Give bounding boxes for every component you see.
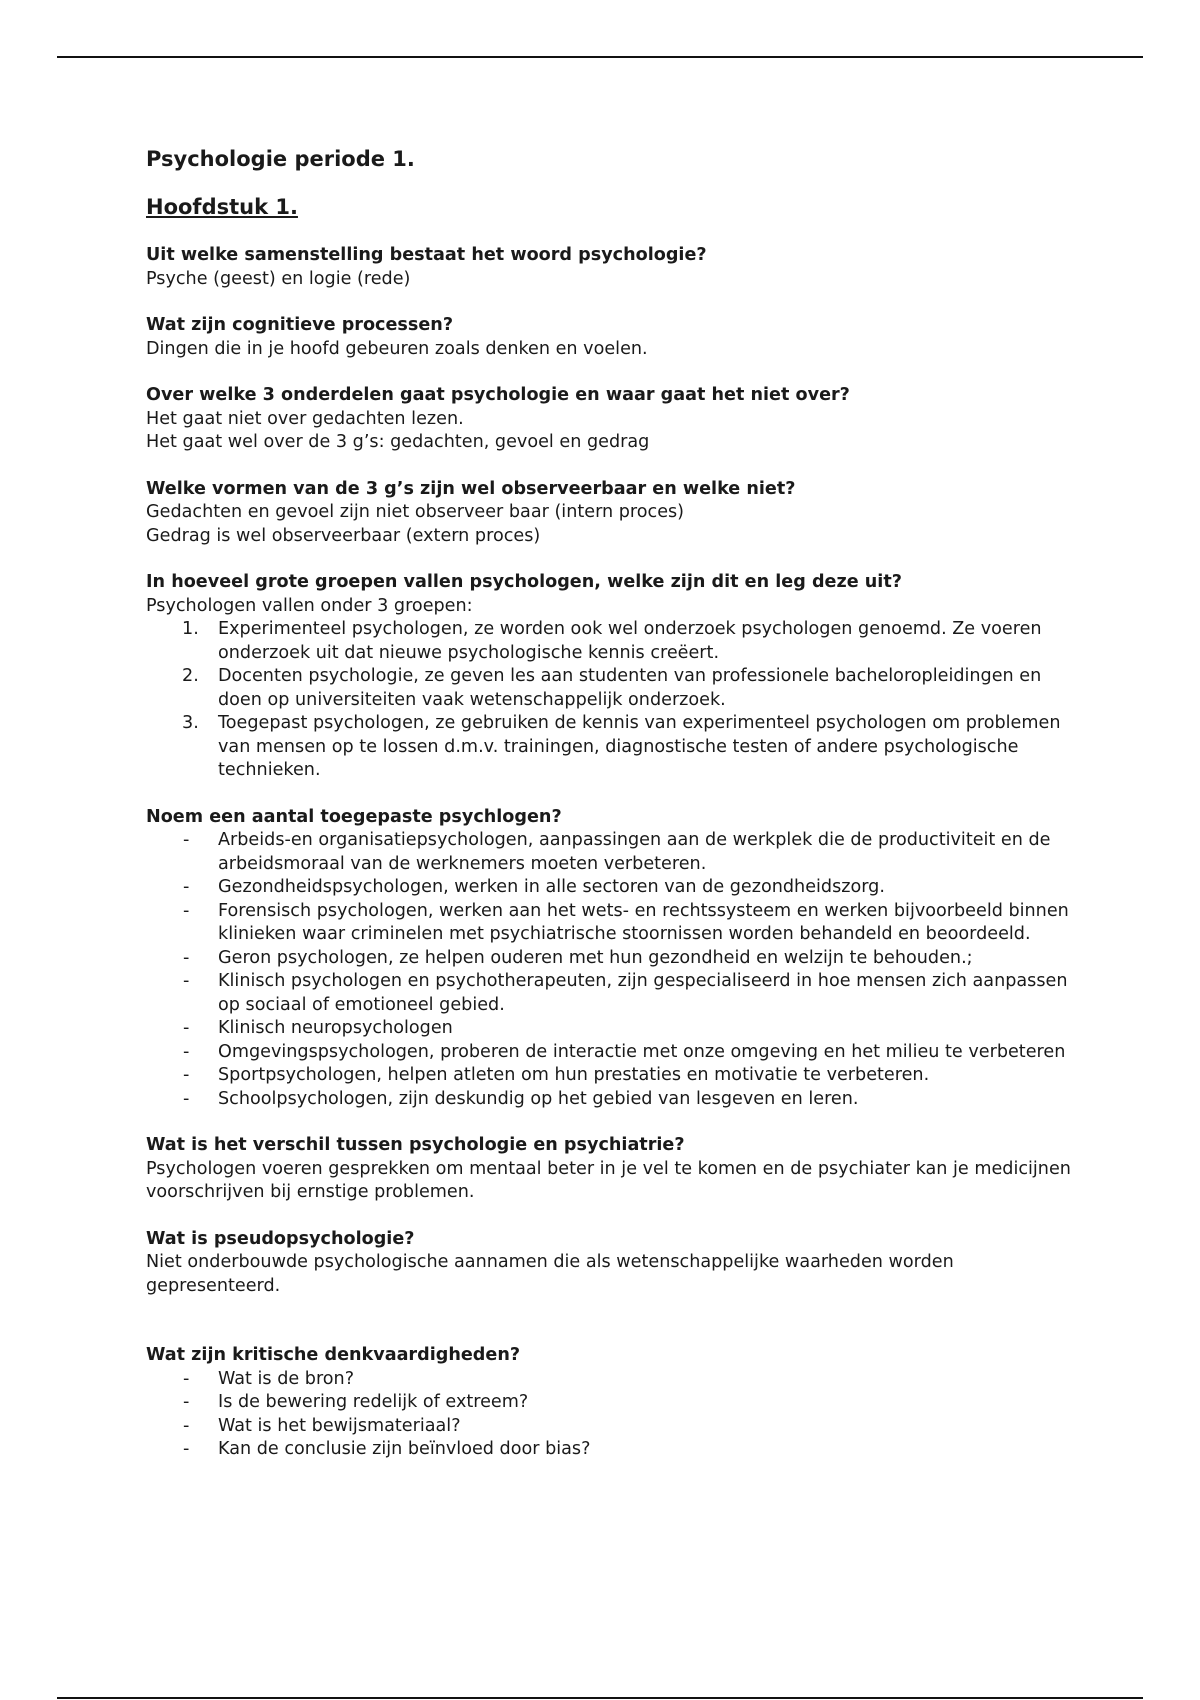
- list-number: 2.: [182, 666, 199, 686]
- list-item: [146, 1391, 1076, 1415]
- question: Wat is pseudopsychologie?: [146, 1228, 415, 1249]
- answer-line: Het gaat niet over gedachten lezen.: [146, 408, 464, 429]
- question: Wat zijn kritische denkvaardigheden?: [146, 1345, 521, 1365]
- list-item-text: Sportpsychologen, helpen atleten om hun prestaties en motivatie te verbeteren.: [218, 1065, 930, 1085]
- qa-section: [146, 1134, 1076, 1205]
- list-item-text: Schoolpsychologen, zijn deskundig op het gebied van lesgeven en leren.: [218, 1088, 859, 1109]
- qa-section: [146, 478, 1076, 549]
- list-item: [146, 947, 1076, 971]
- list-item: [146, 712, 1076, 783]
- list-item: [146, 1438, 1076, 1462]
- qa-section: [146, 571, 1076, 783]
- answer-line: Psyche (geest) en logie (rede): [146, 268, 411, 289]
- dash-bullet: -: [183, 1018, 190, 1038]
- question: Welke vormen van de 3 g’s zijn wel observeerbaar en welke niet?: [146, 478, 796, 499]
- answer-line: Psychologen voeren gesprekken om mentaal beter in je vel te komen en de psychiater kan je medicijnen voorschrijven bij ernstige problemen.: [146, 1158, 1071, 1202]
- document-title: Psychologie periode 1.: [146, 147, 415, 171]
- answer-line: Psychologen vallen onder 3 groepen:: [146, 595, 473, 616]
- dash-bullet: -: [183, 877, 190, 897]
- list-item-text: Kan de conclusie zijn beïnvloed door bias?: [218, 1439, 591, 1459]
- list-item: [146, 618, 1076, 665]
- list-item-text: Toegepast psychologen, ze gebruiken de kennis van experimenteel psychologen om problemen van mensen op te lossen d.m.v. trainingen, diagnostische testen of andere psychologische technieken.: [218, 713, 1061, 780]
- dash-bullet: -: [183, 1439, 190, 1459]
- answer-line: Gedachten en gevoel zijn niet observeer baar (intern proces): [146, 502, 685, 522]
- question: Wat is het verschil tussen psychologie en psychiatrie?: [146, 1135, 685, 1155]
- dash-bullet: -: [183, 971, 190, 991]
- list-item-text: Geron psychologen, ze helpen ouderen met hun gezondheid en welzijn te behouden.;: [218, 947, 973, 968]
- answer-line: Niet onderbouwde psychologische aannamen die als wetenschappelijke waarheden worden gepresenteerd.: [146, 1252, 954, 1296]
- dash-bullet: -: [183, 1415, 190, 1436]
- list-number: 1.: [182, 619, 199, 639]
- list-item-text: Klinisch neuropsychologen: [218, 1018, 453, 1038]
- list-item-text: Arbeids-en organisatiepsychologen, aanpassingen aan de werkplek die de productiviteit en de arbeidsmoraal van de werknemers moeten verbeteren.: [218, 830, 1051, 874]
- qa-section: [146, 1344, 1076, 1462]
- list-item: [146, 1415, 1076, 1439]
- dash-bullet: -: [183, 900, 190, 921]
- list-item-text: Wat is de bron?: [218, 1368, 355, 1389]
- list-item: [146, 1041, 1076, 1065]
- dash-bullet: -: [183, 1065, 190, 1085]
- answer-line: Dingen die in je hoofd gebeuren zoals denken en voelen.: [146, 338, 648, 359]
- list-item: [146, 1064, 1076, 1088]
- list-item-text: Experimenteel psychologen, ze worden ook wel onderzoek psychologen genoemd. Ze voeren onderzoek uit dat nieuwe psychologische kennis creëert.: [218, 619, 1042, 663]
- list-item-text: Is de bewering redelijk of extreem?: [218, 1392, 529, 1412]
- footer-rule: [57, 1697, 1143, 1699]
- list-item: [146, 829, 1076, 876]
- header-rule: [57, 56, 1143, 58]
- list-item: [146, 665, 1076, 712]
- list-item-text: Forensisch psychologen, werken aan het wets- en rechtssysteem en werken bijvoorbeeld binnen klinieken waar criminelen met psychiatrische stoornissen worden behandeld en beoordeeld.: [218, 900, 1069, 944]
- dash-bullet: -: [183, 1392, 190, 1412]
- qa-section: [146, 1228, 1076, 1299]
- dash-bullet: -: [183, 947, 190, 968]
- answer-line: Gedrag is wel observeerbaar (extern proces): [146, 525, 541, 546]
- list-item: [146, 1088, 1076, 1112]
- document-body: [146, 145, 1076, 1462]
- question: Over welke 3 onderdelen gaat psychologie en waar gaat het niet over?: [146, 385, 850, 405]
- list-item-text: Gezondheidspsychologen, werken in alle sectoren van de gezondheidszorg.: [218, 877, 885, 897]
- list-item-text: Klinisch psychologen en psychotherapeuten, zijn gespecialiseerd in hoe mensen zich aanpassen op sociaal of emotioneel gebied.: [218, 971, 1068, 1015]
- question: In hoeveel grote groepen vallen psychologen, welke zijn dit en leg deze uit?: [146, 572, 902, 592]
- question: Noem een aantal toegepaste psychlogen?: [146, 806, 562, 827]
- dash-bullet: -: [183, 1088, 190, 1109]
- qa-section: [146, 806, 1076, 1112]
- numbered-list: [146, 618, 1076, 783]
- list-item: [146, 1017, 1076, 1041]
- list-item-text: Docenten psychologie, ze geven les aan studenten van professionele bacheloropleidingen en doen op universiteiten vaak wetenschappelijk onderzoek.: [218, 666, 1042, 710]
- list-item: [146, 900, 1076, 947]
- list-item-text: Omgevingspsychologen, proberen de interactie met onze omgeving en het milieu te verbeteren: [218, 1041, 1066, 1062]
- qa-section: [146, 314, 1076, 361]
- list-item: [146, 876, 1076, 900]
- dash-list: [146, 1368, 1076, 1462]
- qa-section: [146, 244, 1076, 291]
- question: Uit welke samenstelling bestaat het woord psychologie?: [146, 245, 707, 265]
- dash-bullet: -: [183, 830, 190, 850]
- chapter-heading: Hoofdstuk 1.: [146, 195, 298, 219]
- dash-bullet: -: [183, 1368, 190, 1389]
- answer-line: Het gaat wel over de 3 g’s: gedachten, gevoel en gedrag: [146, 432, 650, 452]
- dash-list: [146, 829, 1076, 1111]
- list-number: 3.: [182, 713, 199, 733]
- qa-section: [146, 384, 1076, 455]
- list-item: [146, 1368, 1076, 1392]
- list-item: [146, 970, 1076, 1017]
- dash-bullet: -: [183, 1041, 190, 1062]
- question: Wat zijn cognitieve processen?: [146, 315, 454, 335]
- list-item-text: Wat is het bewijsmateriaal?: [218, 1415, 461, 1436]
